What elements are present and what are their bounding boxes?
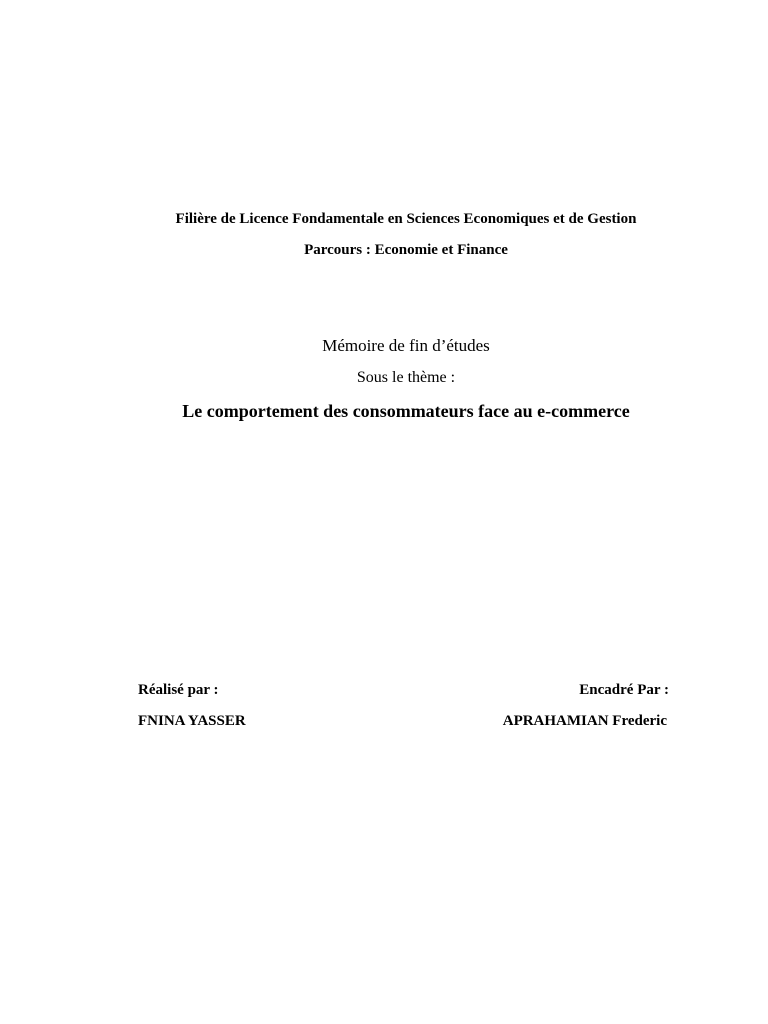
supervisor-label: Encadré Par :: [579, 682, 669, 698]
theme-label: Sous le thème :: [356, 369, 456, 386]
supervisor-name: APRAHAMIAN Frederic: [502, 713, 667, 729]
program-heading: Filière de Licence Fondamentale en Sciences Economiques et de Gestion: [175, 211, 637, 227]
author-name: FNINA YASSER: [138, 713, 246, 729]
author-label: Réalisé par :: [138, 682, 219, 698]
document-type: Mémoire de fin d’études: [322, 336, 490, 355]
thesis-title: Le comportement des consommateurs face au e-commerce: [182, 401, 630, 421]
track-heading: Parcours : Economie et Finance: [304, 242, 508, 258]
